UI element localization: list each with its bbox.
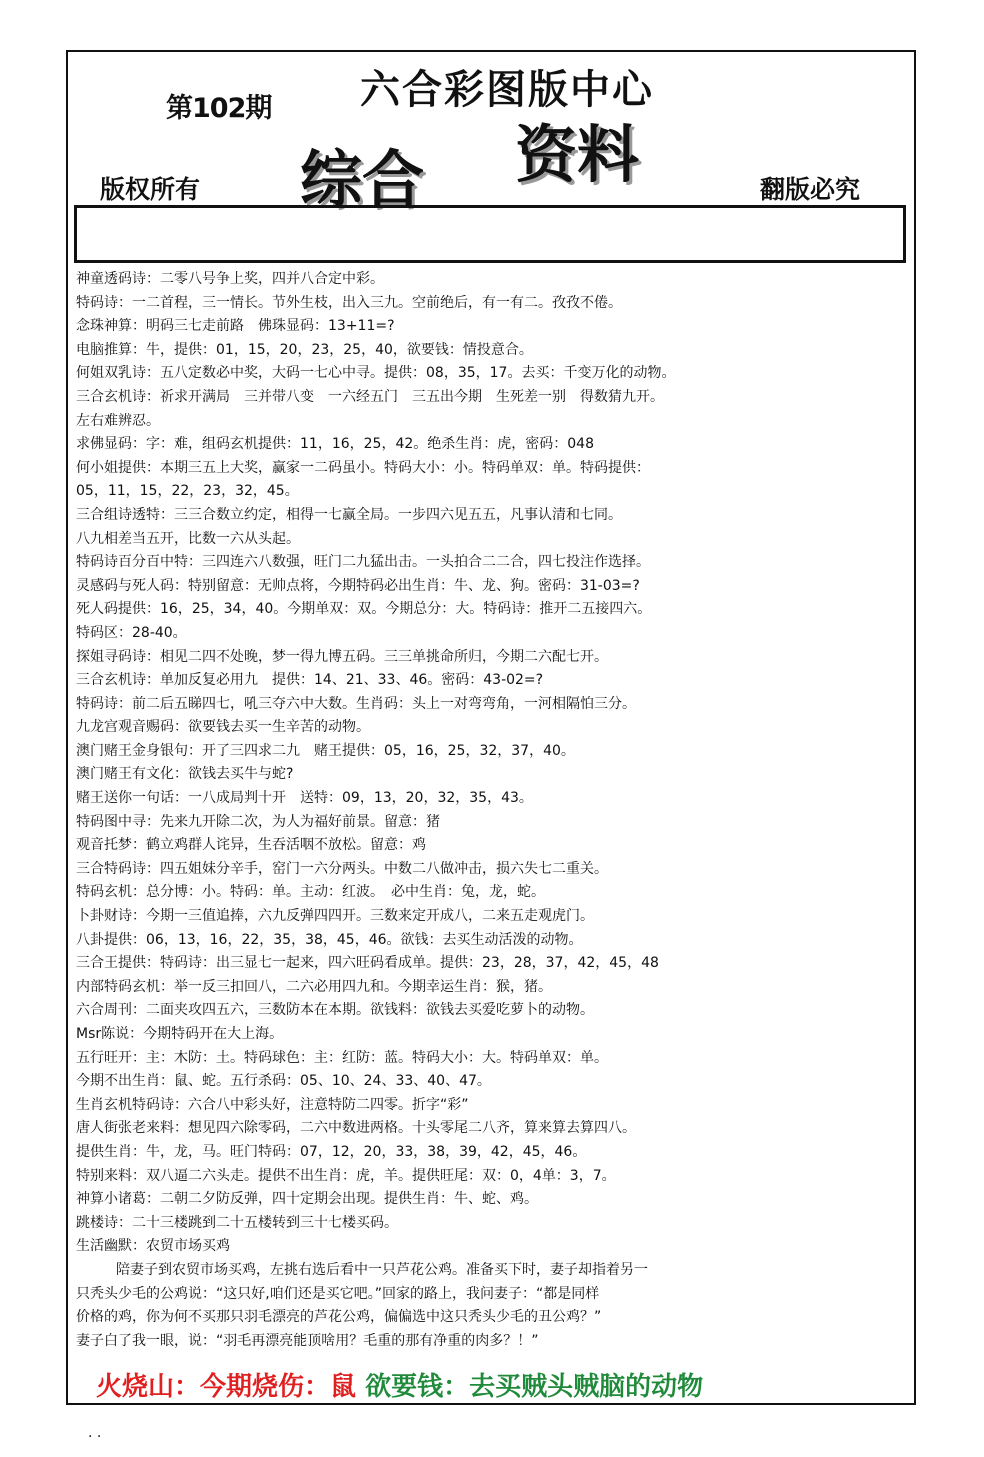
big-title-left: 综合 — [300, 143, 425, 216]
text-line: 卜卦财诗：今期一三值追捧，六九反弹四四开。三数来定开成八，二来五走观虎门。 — [76, 908, 594, 925]
text-line: 八九相差当五开，比数一六从头起。 — [76, 530, 300, 547]
story-line: 价格的鸡，你为何不买那只羽毛漂亮的芦花公鸡，偏偏选中这只秃头少毛的丑公鸡？” — [76, 1309, 602, 1326]
text-line: 唐人街张老来料：想见四六除零码，二六中数进两格。十头零尾二八齐，算来算去算四八。 — [76, 1120, 636, 1137]
story-line: 只秃头少毛的公鸡说：“这只好,咱们还是买它吧。”回家的路上，我问妻子：“都是同样 — [76, 1285, 600, 1302]
issue-number: 第102期 — [166, 93, 272, 124]
text-line: 澳门赌王有文化：欲钱去买牛与蛇? — [76, 766, 294, 783]
footer-answer: 鼠 — [330, 1372, 357, 1402]
text-line: 三合组诗透特：三三合数立约定，相得一七赢全局。一步四六见五五，凡事认清和七同。 — [76, 506, 622, 523]
text-line: 左右难辨忍。 — [76, 412, 160, 429]
text-line: 05，11，15，22，23，32，45。 — [76, 483, 299, 500]
text-line: 三合王提供：特码诗：出三显七一起来，四六旺码看成单。提供：23，28，37，42，45，48 — [76, 955, 659, 972]
big-title-right: 资料 — [515, 118, 640, 191]
banner-box — [74, 205, 906, 263]
text-line: 观音托梦：鹤立鸡群人诧异，生吞活咽不放松。留意：鸡 — [76, 837, 426, 854]
text-line: 探姐寻码诗：相见二四不处晚，梦一得九博五码。三三单挑命所归，今期二六配七开。 — [76, 648, 608, 665]
story-line: 妻子白了我一眼，说：“羽毛再漂亮能顶啥用？毛重的那有净重的肉多？！” — [76, 1332, 539, 1349]
text-line: 九龙宫观音赐码：欲要钱去买一生辛苦的动物。 — [76, 719, 370, 736]
footer-part3: 欲要钱：去买贼头贼脑的动物 — [365, 1372, 704, 1402]
text-line: 特码区：28-40。 — [76, 624, 187, 641]
text-line: 特码图中寻：先来九开除二次，为人为福好前景。留意：猪 — [76, 813, 440, 830]
page-dots: . . — [88, 1425, 102, 1441]
copyright-label: 版权所有 — [100, 175, 201, 204]
text-line: 生肖玄机特码诗：六合八中彩头好，注意特防二四零。折字“彩” — [76, 1096, 469, 1113]
footer-part1: 火烧山：今期烧伤： — [96, 1372, 331, 1402]
text-line: 提供生肖：牛，龙，马。旺门特码：07，12，20，33，38，39，42，45，46。 — [76, 1143, 587, 1160]
text-line: 电脑推算：牛，提供：01，15，20，23，25，40，欲要钱：情投意合。 — [76, 341, 533, 358]
center-title: 六合彩图版中心 — [360, 66, 654, 113]
text-line: 特码诗：前二后五睇四七，吼三夺六中大数。生肖码：头上一对弯弯角，一河相隔怕三分。 — [76, 695, 636, 712]
text-line: 今期不出生肖：鼠、蛇。五行杀码：05、10、24、33、40、47。 — [76, 1073, 491, 1090]
text-line: 跳楼诗：二十三楼跳到二十五楼转到三十七楼买码。 — [76, 1214, 398, 1231]
text-line: 神算小诸葛：二朝二夕防反弹，四十定期会出现。提供生肖：牛、蛇、鸡。 — [76, 1191, 538, 1208]
story-line: 陪妻子到农贸市场买鸡，左挑右选后看中一只芦花公鸡。准备买下时，妻子却指着另一 — [116, 1261, 648, 1278]
text-line: 五行旺开：主：木防：土。特码球色：主：红防：蓝。特码大小：大。特码单双：单。 — [76, 1049, 608, 1066]
content-lines — [76, 268, 906, 1353]
text-line: 三合特码诗：四五姐妹分辛手，窑门一六分两头。中数二八做冲击，损六失七二重关。 — [76, 860, 608, 877]
text-line: 特码玄机：总分博：小。特码：单。主动：红波。 必中生肖：兔，龙，蛇。 — [76, 884, 545, 901]
text-line: 求佛显码：字：难，组码玄机提供：11，16，25，42。绝杀生肖：虎，密码：048 — [76, 436, 594, 453]
text-line: 八卦提供：06，13，16，22，35，38，45，46。欲钱：去买生动活泼的动物。 — [76, 931, 583, 948]
text-line: Msr陈说：今期特码开在大上海。 — [76, 1026, 284, 1042]
text-line: 神童透码诗：二零八号争上奖，四并八合定中彩。 — [76, 271, 384, 287]
text-line: 生活幽默：农贸市场买鸡 — [76, 1238, 230, 1255]
text-line: 三合玄机诗：单加反复必用九 提供：14、21、33、46。密码：43-02=? — [76, 672, 544, 689]
text-line: 澳门赌王金身银句：开了三四求二九 赌王提供：05，16，25，32，37，40。 — [76, 742, 575, 759]
piracy-label: 翻版必究 — [760, 175, 861, 204]
text-line: 特别来料：双八逼二六头走。提供不出生肖：虎，羊。提供旺尾：双：0，4单：3，7。 — [76, 1167, 616, 1184]
text-line: 六合周刊：二面夹攻四五六，三数防本在本期。欲钱料：欲钱去买爱吃萝卜的动物。 — [76, 1002, 594, 1019]
text-line: 死人码提供：16，25，34，40。今期单双：双。今期总分：大。特码诗：推开二五接四六。 — [76, 601, 652, 618]
footer-banner — [96, 1366, 703, 1403]
text-line: 念珠神算：明码三七走前路 佛珠显码：13+11=? — [76, 318, 395, 335]
text-line: 三合玄机诗：祈求开满局 三并带八变 一六经五门 三五出今期 生死差一别 得数猜九开。 — [76, 388, 664, 405]
text-line: 灵感码与死人码：特别留意：无帅点将，今期特码必出生肖：牛、龙、狗。密码：31-03=? — [76, 577, 640, 594]
text-line: 内部特码玄机：举一反三扣回八，二六必用四九和。今期幸运生肖：猴，猪。 — [76, 978, 552, 995]
text-line: 特码诗：一二首程，三一情长。节外生枝，出入三九。空前绝后，有一有二。孜孜不倦。 — [76, 294, 622, 311]
text-line: 赌王送你一句话：一八成局判十开 送特：09，13，20，32，35，43。 — [76, 790, 533, 807]
text-line: 特码诗百分百中特：三四连六八数强，旺门二九猛出击。一头拍合二二合，四七投注作选择。 — [76, 554, 650, 571]
text-line: 何小姐提供：本期三五上大奖，赢家一二码虽小。特码大小：小。特码单双：单。特码提供： — [76, 459, 650, 476]
text-line: 何姐双乳诗：五八定数必中奖，大码一七心中寻。提供：08，35，17。去买：千变万化的动物。 — [76, 365, 676, 382]
